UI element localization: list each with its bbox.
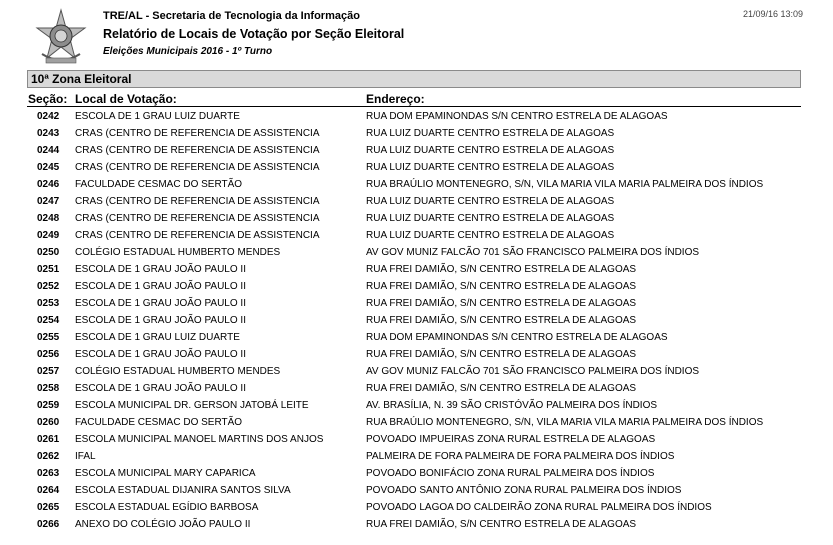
cell-endereco: AV GOV MUNIZ FALCÃO 701 SÃO FRANCISCO PALMEIRA DOS ÍNDIOS (366, 247, 700, 258)
report-title: Relatório de Locais de Votação por Seção Eleitoral (103, 27, 405, 41)
cell-local: ESCOLA MUNICIPAL MARY CAPARICA (75, 468, 256, 479)
cell-endereco: RUA FREI DAMIÃO, S/N CENTRO ESTRELA DE ALAGOAS (366, 349, 637, 360)
cell-local: CRAS (CENTRO DE REFERENCIA DE ASSISTENCIA (75, 162, 320, 173)
cell-endereco: AV GOV MUNIZ FALCÃO 701 SÃO FRANCISCO PALMEIRA DOS ÍNDIOS (366, 366, 700, 377)
cell-local: ESCOLA DE 1 GRAU JOÃO PAULO II (75, 349, 246, 360)
cell-local: ESCOLA DE 1 GRAU LUIZ DUARTE (75, 111, 240, 122)
cell-endereco: RUA DOM EPAMINONDAS S/N CENTRO ESTRELA DE ALAGOAS (366, 332, 668, 343)
cell-secao: 0255 (37, 332, 60, 343)
header-divider (27, 106, 801, 107)
cell-endereco: POVOADO LAGOA DO CALDEIRÃO ZONA RURAL PALMEIRA DOS ÍNDIOS (366, 502, 712, 513)
cell-local: ESCOLA MUNICIPAL DR. GERSON JATOBÁ LEITE (75, 400, 309, 411)
table-row (0, 346, 833, 363)
cell-local: CRAS (CENTRO DE REFERENCIA DE ASSISTENCIA (75, 196, 320, 207)
cell-endereco: RUA FREI DAMIÃO, S/N CENTRO ESTRELA DE ALAGOAS (366, 383, 637, 394)
cell-secao: 0246 (37, 179, 60, 190)
table-row (0, 159, 833, 176)
cell-local: ESCOLA DE 1 GRAU JOÃO PAULO II (75, 264, 246, 275)
cell-local: CRAS (CENTRO DE REFERENCIA DE ASSISTENCIA (75, 128, 320, 139)
cell-secao: 0244 (37, 145, 60, 156)
cell-secao: 0256 (37, 349, 60, 360)
cell-endereco: POVOADO IMPUEIRAS ZONA RURAL ESTRELA DE ALAGOAS (366, 434, 656, 445)
cell-local: IFAL (75, 451, 96, 462)
cell-local: ESCOLA DE 1 GRAU JOÃO PAULO II (75, 298, 246, 309)
zone-header: 10ª Zona Eleitoral (27, 70, 801, 88)
cell-local: ANEXO DO COLÉGIO JOÃO PAULO II (75, 519, 251, 530)
cell-secao: 0252 (37, 281, 60, 292)
cell-secao: 0242 (37, 111, 60, 122)
cell-endereco: RUA LUIZ DUARTE CENTRO ESTRELA DE ALAGOAS (366, 162, 615, 173)
cell-endereco: RUA BRAÚLIO MONTENEGRO, S/N, VILA MARIA VILA MARIA PALMEIRA DOS ÍNDIOS (366, 417, 764, 428)
cell-local: CRAS (CENTRO DE REFERENCIA DE ASSISTENCIA (75, 213, 320, 224)
cell-endereco: RUA FREI DAMIÃO, S/N CENTRO ESTRELA DE ALAGOAS (366, 315, 637, 326)
cell-secao: 0264 (37, 485, 60, 496)
cell-secao: 0257 (37, 366, 60, 377)
cell-local: COLÉGIO ESTADUAL HUMBERTO MENDES (75, 247, 281, 258)
cell-secao: 0250 (37, 247, 60, 258)
cell-local: ESCOLA DE 1 GRAU JOÃO PAULO II (75, 383, 246, 394)
table-row (0, 210, 833, 227)
table-row (0, 142, 833, 159)
column-header-secao: Seção: (28, 92, 68, 106)
table-row (0, 278, 833, 295)
table-row (0, 499, 833, 516)
cell-local: ESCOLA DE 1 GRAU JOÃO PAULO II (75, 281, 246, 292)
cell-endereco: RUA BRAÚLIO MONTENEGRO, S/N, VILA MARIA VILA MARIA PALMEIRA DOS ÍNDIOS (366, 179, 764, 190)
cell-local: ESCOLA DE 1 GRAU LUIZ DUARTE (75, 332, 240, 343)
table-row (0, 227, 833, 244)
cell-local: FACULDADE CESMAC DO SERTÃO (75, 417, 243, 428)
cell-local: CRAS (CENTRO DE REFERENCIA DE ASSISTENCIA (75, 230, 320, 241)
cell-secao: 0262 (37, 451, 60, 462)
table-row (0, 176, 833, 193)
table-row (0, 482, 833, 499)
column-header-endereco: Endereço: (366, 92, 425, 106)
cell-local: ESCOLA DE 1 GRAU JOÃO PAULO II (75, 315, 246, 326)
cell-secao: 0261 (37, 434, 60, 445)
cell-endereco: RUA LUIZ DUARTE CENTRO ESTRELA DE ALAGOAS (366, 213, 615, 224)
cell-endereco: RUA FREI DAMIÃO, S/N CENTRO ESTRELA DE ALAGOAS (366, 264, 637, 275)
cell-endereco: RUA LUIZ DUARTE CENTRO ESTRELA DE ALAGOAS (366, 196, 615, 207)
table-row (0, 193, 833, 210)
cell-endereco: POVOADO BONIFÁCIO ZONA RURAL PALMEIRA DOS ÍNDIOS (366, 468, 655, 479)
cell-local: ESCOLA MUNICIPAL MANOEL MARTINS DOS ANJOS (75, 434, 324, 445)
report-subtitle: Eleições Municipais 2016 - 1º Turno (103, 46, 273, 57)
cell-secao: 0260 (37, 417, 60, 428)
table-row (0, 295, 833, 312)
cell-secao: 0245 (37, 162, 60, 173)
cell-local: ESCOLA ESTADUAL EGÍDIO BARBOSA (75, 502, 259, 513)
table-row (0, 414, 833, 431)
cell-local: COLÉGIO ESTADUAL HUMBERTO MENDES (75, 366, 281, 377)
cell-local: CRAS (CENTRO DE REFERENCIA DE ASSISTENCIA (75, 145, 320, 156)
table-row (0, 108, 833, 125)
cell-local: ESCOLA ESTADUAL DIJANIRA SANTOS SILVA (75, 485, 291, 496)
cell-secao: 0251 (37, 264, 60, 275)
table-row (0, 465, 833, 482)
cell-local: FACULDADE CESMAC DO SERTÃO (75, 179, 243, 190)
cell-endereco: RUA LUIZ DUARTE CENTRO ESTRELA DE ALAGOAS (366, 145, 615, 156)
cell-endereco: RUA DOM EPAMINONDAS S/N CENTRO ESTRELA DE ALAGOAS (366, 111, 668, 122)
cell-endereco: PALMEIRA DE FORA PALMEIRA DE FORA PALMEIRA DOS ÍNDIOS (366, 451, 675, 462)
voting-locations-table (0, 108, 833, 533)
table-row (0, 261, 833, 278)
cell-secao: 0265 (37, 502, 60, 513)
cell-endereco: RUA LUIZ DUARTE CENTRO ESTRELA DE ALAGOAS (366, 128, 615, 139)
cell-secao: 0266 (37, 519, 60, 530)
report-datetime: 21/09/16 13:09 (742, 9, 803, 19)
cell-secao: 0254 (37, 315, 60, 326)
column-header-local: Local de Votação: (75, 92, 177, 106)
cell-endereco: RUA LUIZ DUARTE CENTRO ESTRELA DE ALAGOAS (366, 230, 615, 241)
cell-secao: 0247 (37, 196, 60, 207)
cell-endereco: RUA FREI DAMIÃO, S/N CENTRO ESTRELA DE ALAGOAS (366, 519, 637, 530)
table-row (0, 380, 833, 397)
cell-endereco: POVOADO SANTO ANTÔNIO ZONA RURAL PALMEIRA DOS ÍNDIOS (366, 485, 682, 496)
cell-endereco: AV. BRASÍLIA, N. 39 SÃO CRISTÓVÃO PALMEIRA DOS ÍNDIOS (366, 400, 658, 411)
table-row (0, 125, 833, 142)
cell-endereco: RUA FREI DAMIÃO, S/N CENTRO ESTRELA DE ALAGOAS (366, 281, 637, 292)
cell-secao: 0249 (37, 230, 60, 241)
header-org: TRE/AL - Secretaria de Tecnologia da Informação (103, 10, 360, 22)
cell-secao: 0263 (37, 468, 60, 479)
table-row (0, 244, 833, 261)
cell-secao: 0248 (37, 213, 60, 224)
table-row (0, 516, 833, 533)
cell-secao: 0258 (37, 383, 60, 394)
table-row (0, 397, 833, 414)
table-row (0, 329, 833, 346)
table-row (0, 363, 833, 380)
brasao-republica-icon (32, 8, 90, 66)
table-row (0, 448, 833, 465)
cell-secao: 0253 (37, 298, 60, 309)
cell-endereco: RUA FREI DAMIÃO, S/N CENTRO ESTRELA DE ALAGOAS (366, 298, 637, 309)
table-row (0, 312, 833, 329)
cell-secao: 0259 (37, 400, 60, 411)
table-row (0, 431, 833, 448)
cell-secao: 0243 (37, 128, 60, 139)
